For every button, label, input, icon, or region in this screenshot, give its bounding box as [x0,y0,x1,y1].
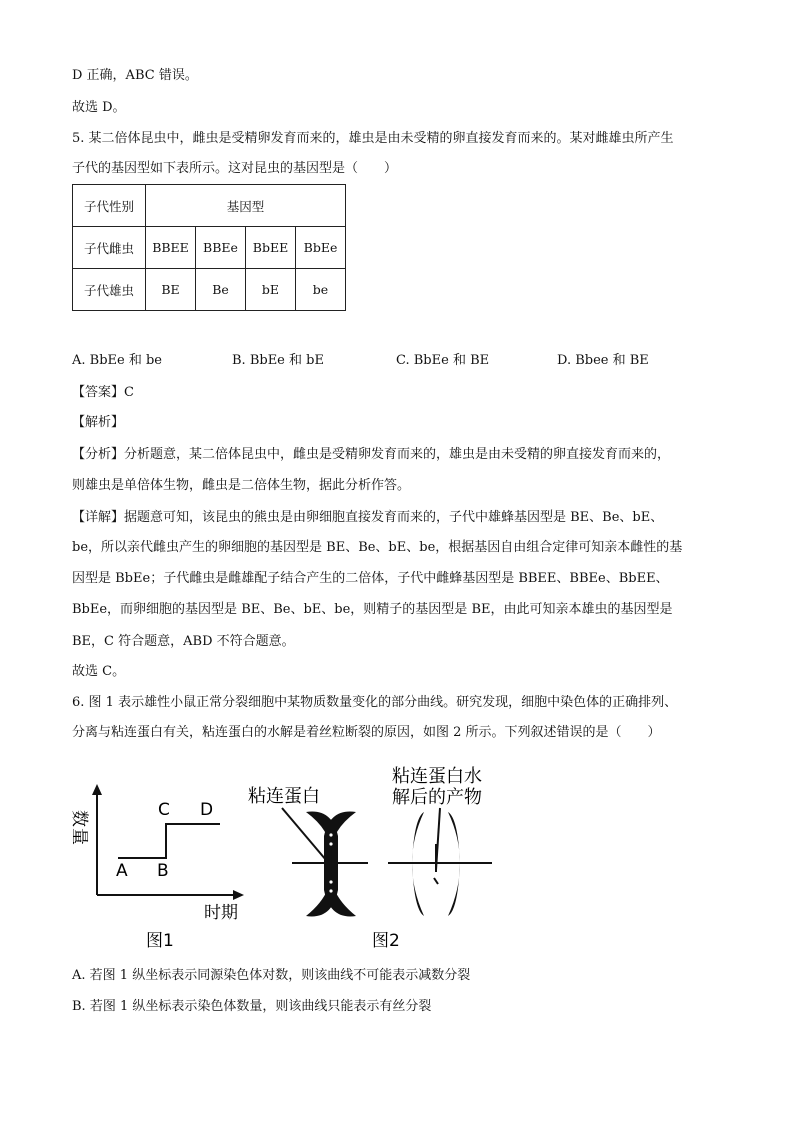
option-d: D. Bbee 和 BE [557,353,649,368]
option-a: A. BbEe 和 be [72,353,162,368]
genotype-table [72,184,346,311]
table-cell: BBEe [196,227,246,269]
conclusion: 故选 C。 [72,664,126,679]
chromosome-before [292,812,368,917]
detail-text: be，所以亲代雌虫产生的卵细胞的基因型是 BE、Be、bE、be，根据基因自由组合定律可知亲本雌性的基 [72,540,683,555]
point-label-d: D [200,800,214,820]
cohesin-product-label-line2: 解后的产物 [392,787,482,808]
figure-2-caption: 图2 [372,931,400,951]
option-c: C. BbEe 和 BE [396,353,490,368]
table-header-row [73,185,346,227]
figure-1-caption: 图1 [146,931,174,951]
answer: 【答案】C [72,385,134,400]
detail-text: 【详解】据题意可知，该昆虫的熊虫是由卵细胞直接发育而来的，子代中雄蜂基因型是 BE、Be、bE、 [72,510,664,525]
point-label-c: C [158,800,170,820]
question-6-stem: 分离与粘连蛋白有关，粘连蛋白的水解是着丝粒断裂的原因，如图 2 所示。下列叙述错误的是（ ） [72,725,661,740]
question-5-stem: 子代的基因型如下表所示。这对昆虫的基因型是（ ） [72,161,398,176]
question-6-option-a: A. 若图 1 纵坐标表示同源染色体对数，则该曲线不可能表示减数分裂 [72,968,471,983]
text-line: 故选 D。 [72,100,126,115]
x-axis-label: 时期 [204,903,238,923]
table-cell: be [296,269,346,311]
table-header-cell: 子代性别 [73,185,146,227]
point-label-b: B [157,861,169,881]
table-cell: BbEE [246,227,296,269]
table-row [73,227,346,269]
cohesin-product-label-line1: 粘连蛋白水 [392,766,482,787]
row-label: 子代雌虫 [73,227,146,269]
text-line: D 正确，ABC 错误。 [72,68,198,83]
figure-1 [60,780,260,955]
row-label: 子代雄虫 [73,269,146,311]
question-5-stem: 5. 某二倍体昆虫中，雌虫是受精卵发育而来的，雄虫是由未受精的卵直接发育而来的。某对雌雄虫所产生 [72,131,674,146]
analysis-heading: 【解析】 [72,415,125,430]
detail-text: BE，C 符合题意，ABD 不符合题意。 [72,634,295,649]
table-row [73,269,346,311]
analysis-text: 则雄虫是单倍体生物，雌虫是二倍体生物，据此分析作答。 [72,478,411,493]
table-cell: BBEE [146,227,196,269]
option-b: B. BbEe 和 bE [232,353,324,368]
analysis-text: 【分析】分析题意，某二倍体昆虫中，雌虫是受精卵发育而来的，雄虫是由未受精的卵直接发育而来的， [72,447,671,462]
question-6-stem: 6. 图 1 表示雄性小鼠正常分裂细胞中某物质数量变化的部分曲线。研究发现，细胞中染色体的正确排列、 [72,695,678,710]
chromosome-after [388,812,492,916]
table-cell: bE [246,269,296,311]
y-axis-label: 数量 [69,810,89,846]
figure-2 [240,760,510,955]
table-cell: Be [196,269,246,311]
table-header-cell: 基因型 [146,185,346,227]
table-cell: BbEe [296,227,346,269]
question-6-option-b: B. 若图 1 纵坐标表示染色体数量，则该曲线只能表示有丝分裂 [72,999,432,1014]
point-label-a: A [116,861,128,881]
y-axis-arrow [92,784,102,795]
detail-text: BbEe，而卵细胞的基因型是 BE、Be、bE、be，则精子的基因型是 BE，由此可知亲本雄虫的基因型是 [72,602,673,617]
cohesin-label: 粘连蛋白 [248,786,320,807]
table-cell: BE [146,269,196,311]
detail-text: 因型是 BbEe；子代雌虫是雌雄配子结合产生的二倍体，子代中雌蜂基因型是 BBEE、BBEe、BbEE、 [72,571,669,586]
curve [118,824,220,858]
